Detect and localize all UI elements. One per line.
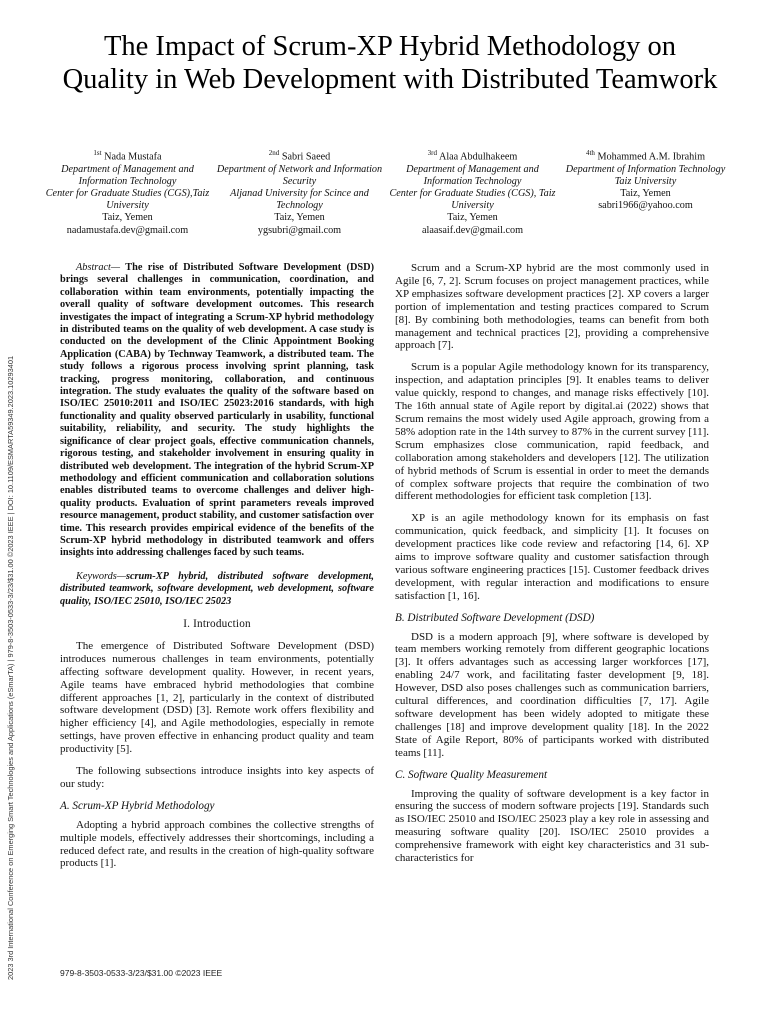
copyright-footer: 979-8-3503-0533-3/23/$31.00 ©2023 IEEE — [60, 968, 223, 978]
subsection-b-paragraph-1: DSD is a modern approach [9], where software is developed by team members working remotely from different geographic locations [3]. It offers advantages such as accessing larger workforces [17], enabling 24/7 work, and facilitating faster development [9, 18]. However, DSD also poses challenges such as communication barriers, cultural differences, and coordination difficulties [7, 17]. Agile software development has been widely adopted to mitigate these challenges [18] and improve development quality [18]. In the 2022 State of Agile Report, 80% of participants worked with distributed teams [11]. — [395, 630, 709, 759]
subsection-c-paragraph-1: Improving the quality of software development is a key factor in ensuring the success of modern software projects [19]. Standards such as ISO/IEC 25010 and ISO/IEC 25023 play a key role in assessing and measuring software quality [20]. ISO/IEC 25010 provides a comprehensive framework with eight key characteristics and 31 sub-characteristics for — [395, 787, 709, 865]
abstract — [60, 262, 374, 560]
paper-title: The Impact of Scrum-XP Hybrid Methodology on Quality in Web Development with Distributed Teamwork — [62, 31, 718, 95]
author-1-email: nadamustafa.dev@gmail.com — [66, 224, 189, 236]
author-4-affiliation: Department of Information Technology Taiz University — [565, 163, 726, 187]
author-3-name: $^{3rd}$ Alaa Abdulhakeem — [427, 149, 518, 163]
intro-paragraph-2: The following subsections introduce insights into key aspects of our study: — [60, 765, 374, 790]
abstract-label: Abstract— — [76, 262, 121, 273]
author-2-email: ygsubri@gmail.com — [257, 224, 342, 236]
intro-paragraph-1: The emergence of Distributed Software Development (DSD) introduces numerous challenges in team environments, potentially affecting software development quality. However, in recent years, Agile teams have embraced hybrid methodologies that combine different approaches [1, 2], particularly in the context of distributed software development (DSD) [3]. Remote work offers flexibility and higher efficiency [4], and Agile methodologies, especially in remote settings, have proven effective in enhancing product quality and team productivity [5]. — [60, 639, 374, 756]
author-4 — [558, 147, 733, 212]
author-4-city: Taiz, Yemen — [620, 188, 671, 199]
author-3-city: Taiz, Yemen — [447, 212, 498, 224]
author-2-name: $^{2nd}$ Sabri Saeed — [268, 149, 331, 163]
author-3-affiliation: Department of Management and Information Technology Center for Graduate Studies (CGS), Taiz University — [389, 163, 556, 212]
subsection-heading-b: B. Distributed Software Development (DSD) — [395, 611, 595, 624]
right-paragraph-3: XP is an agile methodology known for its emphasis on fast communication, quick feedback, and simplicity [1]. It focuses on development practices like code review and refactoring [14, 6]. XP aims to improve software quality and customer satisfaction through various software engineering practices [15]. Customer feedback drives development, with regular interaction and modifications to ensure satisfaction [1, 16]. — [395, 512, 709, 602]
keywords-label: Keywords— — [76, 570, 126, 582]
subsection-heading-c: C. Software Quality Measurement — [395, 768, 548, 781]
author-1-name: $^{1st}$ Nada Mustafa — [93, 149, 162, 163]
author-3 — [385, 147, 560, 237]
author-1 — [40, 147, 215, 237]
author-block — [40, 147, 740, 237]
section-heading-introduction: I. Introduction — [183, 617, 251, 630]
author-1-city: Taiz, Yemen — [102, 212, 153, 224]
author-1-affiliation: Department of Management and Information Technology Center for Graduate Studies (CGS),Taiz University — [45, 163, 210, 212]
keywords-text: scrum-XP hybrid, distributed software development, distributed teamwork, software development, web development, software quality, ISO/IEC 25010, ISO/IEC 25023 — [60, 570, 374, 607]
author-4-name: $^{4th}$ Mohammed A.M. Ibrahim — [585, 149, 706, 163]
left-column — [60, 262, 374, 879]
right-paragraph-1: Scrum and a Scrum-XP hybrid are the most commonly used in Agile [6, 7, 2]. Scrum focuses on project management practices, while XP emphasizes software development practices [2]. XP covers a larger portion of implementation and testing practices compared to Scrum [8]. By combining both methodologies, teams can benefit from both management and technical practices [2], providing a comprehensive approach [7]. — [395, 262, 709, 352]
author-2-city: Taiz, Yemen — [274, 212, 325, 224]
author-4-email: sabri1966@yahoo.com — [598, 200, 693, 212]
right-paragraph-2: Scrum is a popular Agile methodology known for its transparency, inspection, and adaptation principles [9]. It enables teams to deliver value quickly, respond to changes, and manage risks effectively [10]. The 16th annual state of Agile report by digital.ai (2022) shows that Scrum remains the most widely used Agile approach, growing from a 58% adoption rate in the 14th survey to 87% in the current survey [11]. Scrum emphasizes close communication, rapid feedback, and collaboration among stakeholders and developers [12]. The utilization of hybrid methods of Scrum is essential in order to meet the demands of complex software projects that require the combination of two different methodologies for efficient task completion [13]. — [395, 361, 709, 503]
abstract-text: The rise of Distributed Software Development (DSD) brings several challenges in communication, coordination, and collaboration within team environments, potentially impacting the overall quality of software development outcomes. This research investigates the impact of integrating a Scrum-XP hybrid methodology in distributed teams on the quality of web development. A case study is conducted on the development of the Clinic Appointment Booking Application (CABA) by Technway Teamwork, a distributed team. The study follows a rigorous process involving sprint planning, task tracking, progress monitoring, collaboration, and continuous integration. The study evaluates the quality of the software based on ISO/IEC 25010:2011 and ISO/IEC 25023:2016 standards, with high functionality and quality observed particularly in usability, functional suitability, reliability, and security. The study highlights the significance of clear project goals, effective communication channels, rigorous testing, and stakeholder involvement in ensuring quality in distributed web development. The integration of the hybrid Scrum-XP methodology and efficient communication and collaboration solutions enables distributed teams to overcome challenges and deliver high-quality products. Evaluation of sprint parameters reveals improved resource management, product stability, and customer satisfaction over time. This research provides empirical evidence of the benefits of the Scrum-XP hybrid methodology in distributed teamwork and offers insights into addressing challenges faced by such teams. — [60, 262, 374, 559]
author-3-email: alaasaif.dev@gmail.com — [421, 224, 524, 236]
subsection-heading-a: A. Scrum-XP Hybrid Methodology — [60, 799, 215, 812]
author-2-affiliation: Department of Network and Information Security Aljanad University for Scince and Technology — [216, 163, 383, 212]
doi-sidebar: 2023 3rd International Conference on Emerging Smart Technologies and Applications (eSmarTA) | 979-8-3503-0533-3/23/$31.00 ©2023 IEEE | DOI: 10.1109/ESMARTA59349.2023.10293401 — [6, 355, 15, 980]
right-column — [395, 262, 709, 874]
subsection-a-paragraph-1: Adopting a hybrid approach combines the collective strengths of multiple models, effectively addresses their shortcomings, including a reduced defect rate, and results in the creation of high-quality software products [1]. — [60, 818, 374, 870]
author-2 — [212, 147, 387, 237]
keywords — [60, 571, 374, 608]
